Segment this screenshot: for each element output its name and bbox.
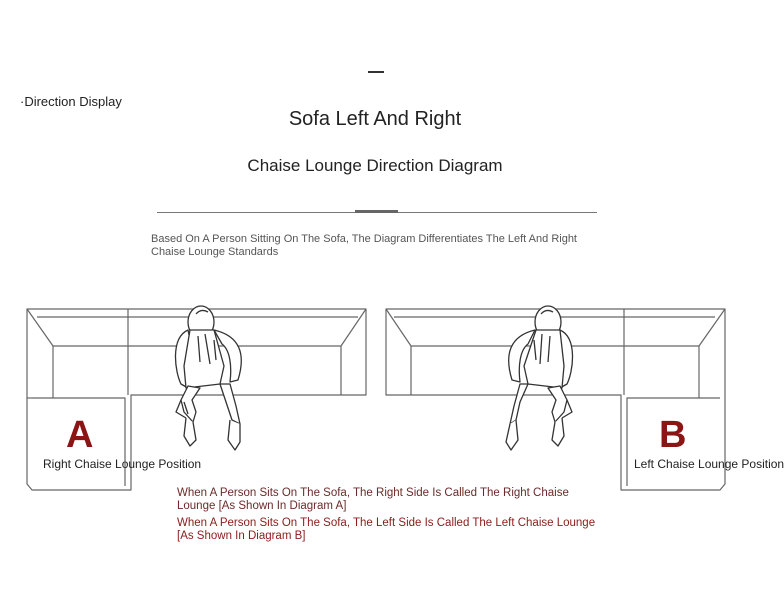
section-tag: ·Direction Display	[20, 94, 122, 109]
description: Based On A Person Sitting On The Sofa, The Diagram Differentiates The Left And Right Chaise Lounge Standards	[151, 233, 577, 258]
diagram-a-letter: A	[66, 414, 94, 456]
seated-person-a	[175, 306, 241, 450]
page-title: Sofa Left And Right	[288, 108, 462, 130]
diagram-b-letter: B	[659, 414, 687, 456]
note-diagram-a: When A Person Sits On The Sofa, The Right Side Is Called The Right Chaise Lounge [As Shown In Diagram A]	[177, 487, 569, 512]
title-divider-mark	[355, 210, 398, 213]
diagram-a-caption: Right Chaise Lounge Position	[43, 457, 202, 471]
note-diagram-b: When A Person Sits On The Sofa, The Left Side Is Called The Left Chaise Lounge [As Shown In Diagram B]	[177, 517, 596, 542]
seated-person-b	[506, 306, 573, 450]
page-subtitle: Chaise Lounge Direction Diagram	[247, 156, 503, 175]
diagram-b-caption: Left Chaise Lounge Position	[634, 457, 784, 471]
top-dash-divider	[368, 71, 384, 73]
